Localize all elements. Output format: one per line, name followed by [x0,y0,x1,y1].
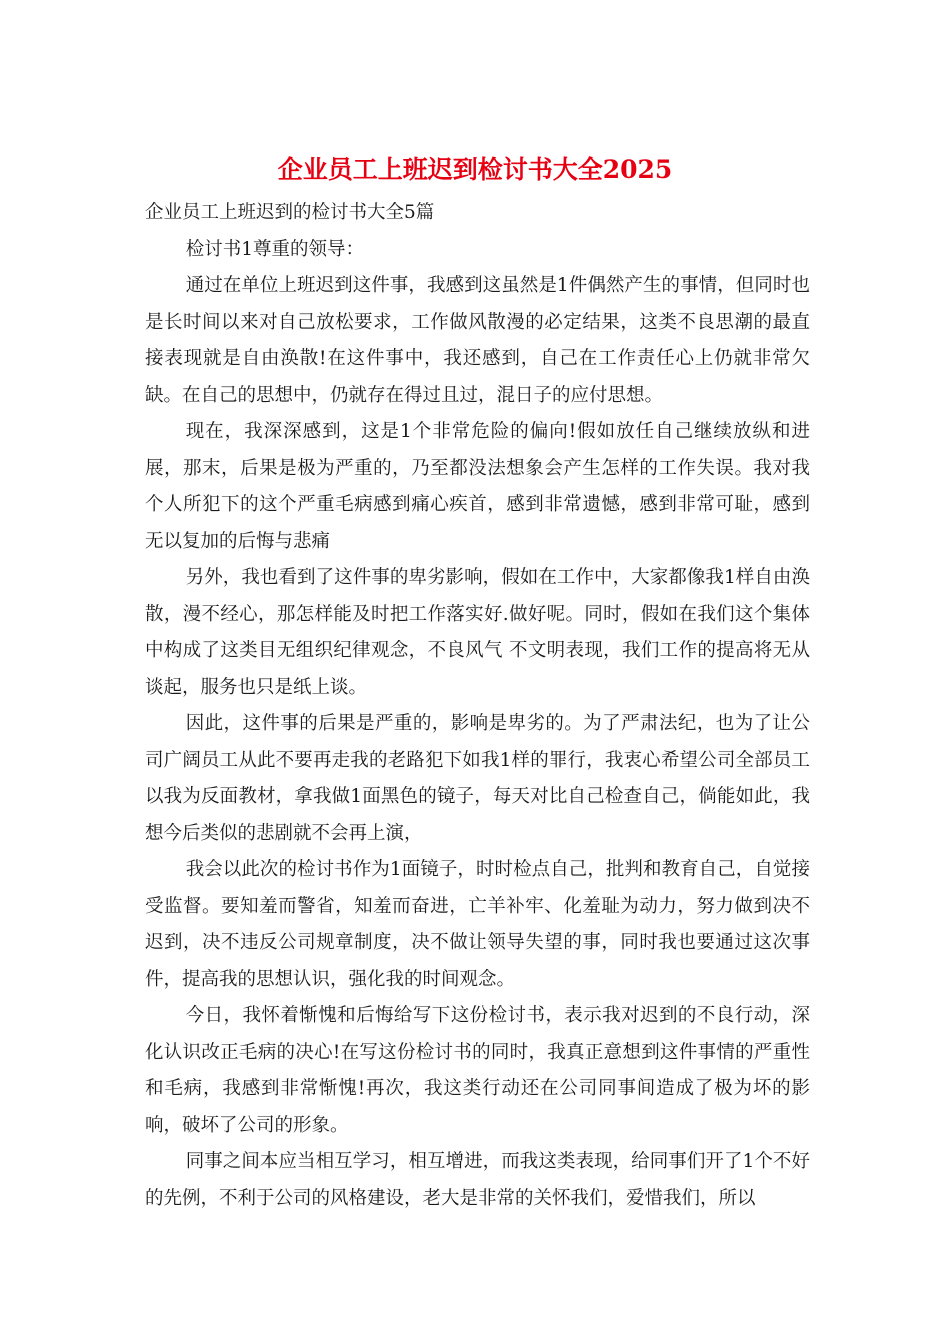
paragraph: 我会以此次的检讨书作为1面镜子，时时检点自己，批判和教育自己，自觉接受监督。要知羞而警省，知羞而奋进，亡羊补牢、化羞耻为动力，努力做到决不迟到，决不违反公司规章制度，决不做让领导失望的事，同时我也要通过这次事件，提高我的思想认识，强化我的时间观念。 [145,859,810,990]
paragraph: 通过在单位上班迟到这件事，我感到这虽然是1件偶然产生的事情，但同时也是长时间以来对自己放松要求，工作做风散漫的必定结果，这类不良思潮的最直接表现就是自由涣散!在这件事中，我还感到，自己在工作责任心上仍就非常欠缺。在自己的思想中，仍就存在得过且过，混日子的应付思想。 [145,275,810,406]
paragraph: 现在，我深深感到，这是1个非常危险的偏向!假如放任自己继续放纵和进展，那末，后果是极为严重的，乃至都没法想象会产生怎样的工作失误。我对我个人所犯下的这个严重毛病感到痛心疾首，感到非常遗憾，感到非常可耻，感到无以复加的后悔与悲痛 [145,421,810,552]
document-title: 企业员工上班迟到检讨书大全2025 [277,155,673,184]
paragraph: 因此，这件事的后果是严重的，影响是卑劣的。为了严肃法纪，也为了让公司广阔员工从此不要再走我的老路犯下如我1样的罪行，我衷心希望公司全部员工以我为反面教材，拿我做1面黑色的镜子，每天对比自己检查自己，倘能如此，我想今后类似的悲剧就不会再上演， [145,713,810,844]
document-subtitle: 企业员工上班迟到的检讨书大全5篇 [145,202,435,223]
paragraph: 同事之间本应当相互学习，相互增进，而我这类表现，给同事们开了1个不好的先例，不利于公司的风格建设，老大是非常的关怀我们，爱惜我们，所以 [145,1151,810,1209]
paragraph: 另外，我也看到了这件事的卑劣影响，假如在工作中，大家都像我1样自由涣散，漫不经心，那怎样能及时把工作落实好.做好呢。同时，假如在我们这个集体中构成了这类目无组织纪律观念，不良风气 不文明表现，我们工作的提高将无从谈起，服务也只是纸上谈。 [145,567,810,698]
salutation: 检讨书1尊重的领导： [185,238,364,260]
paragraph: 今日，我怀着惭愧和后悔给写下这份检讨书，表示我对迟到的不良行动，深化认识改正毛病的决心!在写这份检讨书的同时，我真正意想到这件事情的严重性和毛病，我感到非常惭愧!再次，我这类行动还在公司同事间造成了极为坏的影响，破坏了公司的形象。 [145,1005,810,1136]
document-body [145,195,810,1217]
